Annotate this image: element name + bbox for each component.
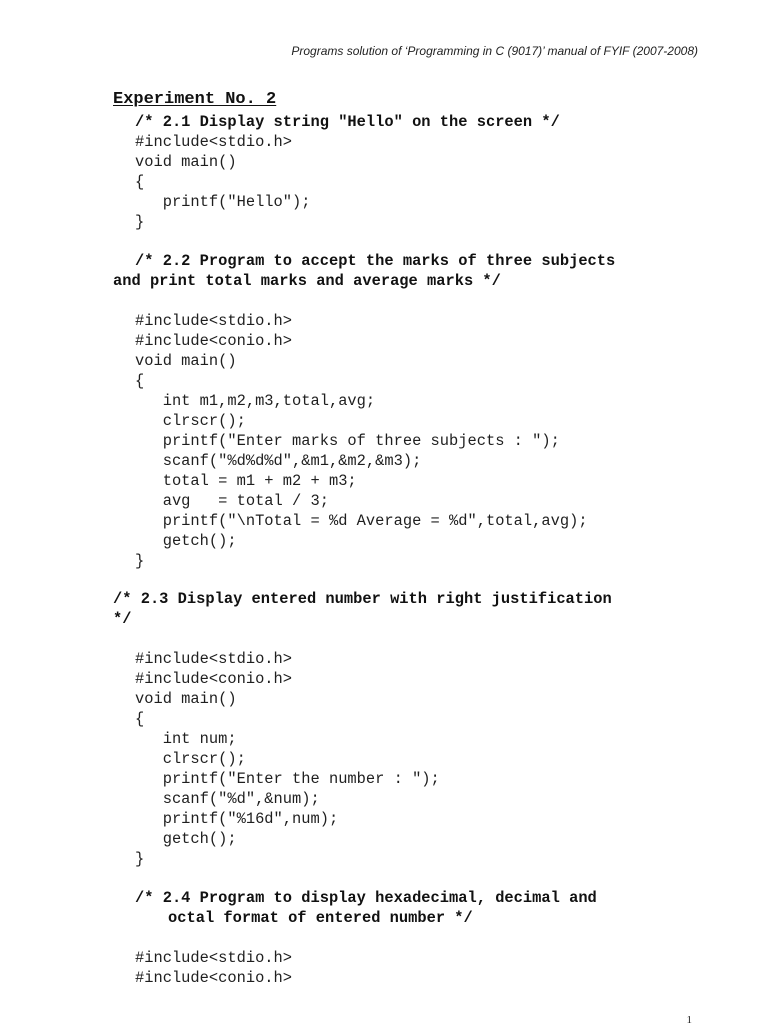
heading-line: octal format of entered number */ (168, 909, 473, 927)
page-number: 1 (686, 1014, 692, 1026)
code-line: printf("\nTotal = %d Average = %d",total,avg); (135, 512, 588, 530)
code-line: void main() (135, 352, 237, 370)
code-line: #include<stdio.h> (135, 650, 293, 668)
code-line: avg = total / 3; (135, 492, 329, 510)
code-line: scanf("%d",&num); (135, 790, 320, 808)
code-line: #include<stdio.h> (135, 949, 293, 967)
code-line: { (135, 710, 145, 728)
code-line: #include<stdio.h> (135, 312, 293, 330)
code-line: scanf("%d%d%d",&m1,&m2,&m3); (135, 452, 422, 470)
code-line: getch(); (135, 830, 237, 848)
heading-line: and print total marks and average marks */ (113, 272, 501, 290)
experiment-title: Experiment No. 2 (113, 90, 277, 109)
code-line: printf("Hello"); (135, 193, 311, 211)
code-line: } (135, 213, 145, 231)
code-line: #include<stdio.h> (135, 133, 293, 151)
code-line: #include<conio.h> (135, 332, 293, 350)
code-line: #include<conio.h> (135, 670, 293, 688)
code-line: int num; (135, 730, 237, 748)
section-2-1-heading: /* 2.1 Display string "Hello" on the screen */ (135, 113, 560, 131)
heading-line: /* 2.4 Program to display hexadecimal, decimal and (135, 889, 597, 907)
code-line: printf("Enter marks of three subjects : "); (135, 432, 560, 450)
code-line: printf("Enter the number : "); (135, 770, 440, 788)
code-line: getch(); (135, 532, 237, 550)
code-line: #include<conio.h> (135, 969, 293, 987)
code-line: } (135, 552, 145, 570)
code-line: printf("%16d",num); (135, 810, 339, 828)
page-header: Programs solution of ‘Programming in C (9017)’ manual of FYIF (2007-2008) (291, 44, 698, 58)
code-line: { (135, 372, 145, 390)
code-line: { (135, 173, 145, 191)
code-line: clrscr(); (135, 412, 246, 430)
heading-line: /* 2.2 Program to accept the marks of three subjects (135, 252, 616, 270)
heading-line: */ (113, 610, 132, 628)
code-line: } (135, 850, 145, 868)
code-line: void main() (135, 690, 237, 708)
code-line: total = m1 + m2 + m3; (135, 472, 357, 490)
heading-line: /* 2.3 Display entered number with right justification (113, 590, 612, 608)
code-line: clrscr(); (135, 750, 246, 768)
code-line: int m1,m2,m3,total,avg; (135, 392, 376, 410)
code-line: void main() (135, 153, 237, 171)
